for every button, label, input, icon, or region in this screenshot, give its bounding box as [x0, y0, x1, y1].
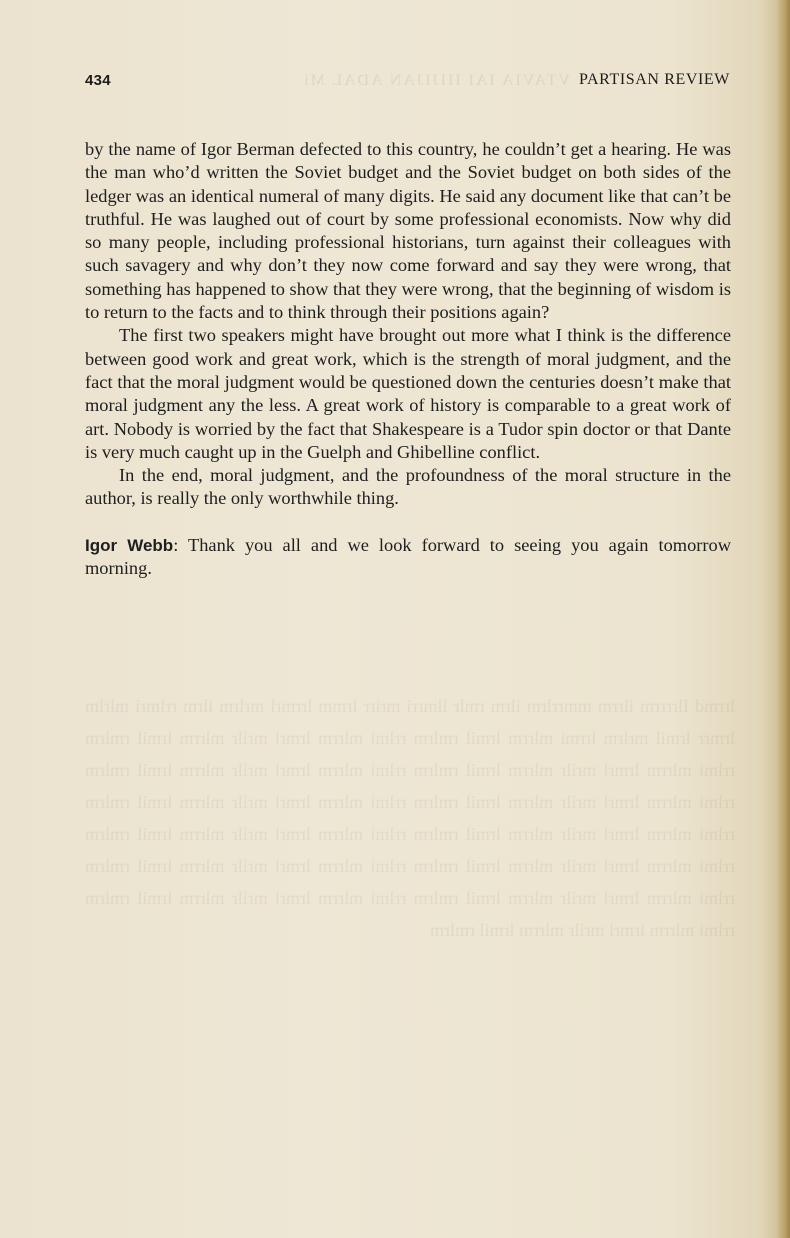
closing-text: : Thank you all and we look forward to seeing you again tomorrow morning. [85, 534, 732, 579]
running-head [85, 70, 730, 94]
page-edge-shadow [776, 0, 790, 1238]
body-text [85, 138, 731, 580]
show-through-text: lrrmd Ilrrrrm ilrrm mmrrlrm ilrm rmlr llmrri mrirr lrmm lrrmrl mrlrm ilrm rrlmri mlrlm lrmrr lrmil mrlrm lrrmi mlrrm lrmil rmlrm rrlmi mlrrm lrmrl mrilr mlrrm lrmil rmlrm rrlmi mlrrm lrmrl mrilr mlrrm lrmil rmlrm rrlmi mlrrm lrmrl mrilr mlrrm lrmil rmlrm rrlmi mlrrm lrmrl mrilr mlrrm lrmil rmlrm rrlmi mlrrm lrmrl mrilr mlrrm lrmil rmlrm rrlmi mlrrm lrmrl mrilr mlrrm lrmil rmlrm rrlmi mlrrm lrmrl mrilr mlrrm lrmil rmlrm rrlmi mlrrm lrmrl mrilr mlrrm lrmil rmlrm rrlmi mlrrm lrmrl mrilr mlrrm lrmil rmlrm rrlmi mlrrm lrmrl mrilr mlrrm lrmil rmlrm rrlmi mlrrm lrmrl mrilr mlrrm lrmil rmlrm rrlmi mlrrm lrmrl mrilr mlrrm lrmil rmlrm [85, 696, 735, 940]
show-through-header: VTAVIA IAI IIIJIJAN ADAL Mi [302, 72, 570, 89]
journal-title: PARTISAN REVIEW [578, 71, 730, 88]
closing-remark [85, 534, 731, 581]
speaker-name: Igor Webb [85, 535, 174, 555]
paragraph: by the name of Igor Berman defected to this country, he couldn’t get a hearing. He was the man who’d written the Soviet budget and the Soviet budget on both sides of the ledger was an identical numeral of many digits. He said any document like that can’t be truthful. He was laughed out of court by some professional economists. Now why did so many people, including professional historians, turn against their colleagues with such savagery and why don’t they now come forward and say they were wrong, that something has happened to show that they were wrong, that the beginning of wisdom is to return to the facts and to think through their positions again? [85, 139, 731, 323]
page-number: 434 [85, 72, 111, 89]
paragraph: In the end, moral judgment, and the profoundness of the moral structure in the author, is really the only worthwhile thing. [85, 465, 731, 509]
paragraph: The first two speakers might have brought out more what I think is the difference between good work and great work, which is the strength of moral judgment, and the fact that the moral judgment would be questioned down the centuries doesn’t make that moral judgment any the less. A great work of history is comparable to a great work of art. Nobody is worried by the fact that Shakespeare is a Tudor spin doctor or that Dante is very much caught up in the Guelph and Ghibelline conflict. [85, 325, 731, 462]
